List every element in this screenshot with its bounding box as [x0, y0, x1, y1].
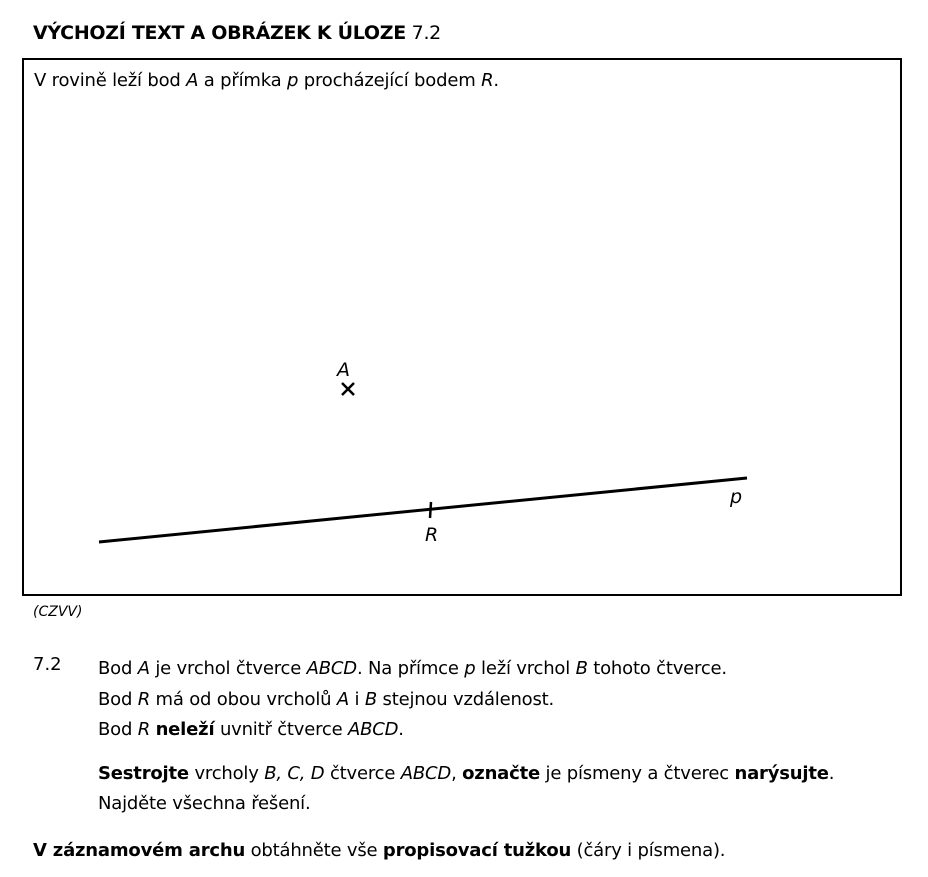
point-R-tick: [430, 502, 431, 518]
task-line-5: Najděte všechna řešení.: [98, 793, 311, 814]
figure-intro: V rovině leží bod A a přímka p procházející bodem R.: [34, 70, 499, 91]
point-A-label: A: [337, 359, 350, 381]
task-text: [98, 654, 834, 820]
source-note: (CZVV): [33, 604, 83, 620]
task-number: 7.2: [33, 654, 62, 675]
line-p-label: p: [730, 486, 743, 508]
point-A-mark: [342, 383, 354, 395]
footer-instruction: V záznamovém archu obtáhněte vše propisovací tužkou (čáry i písmena).: [33, 840, 726, 861]
section-heading-number: 7.2: [411, 22, 441, 44]
section-heading: [33, 22, 441, 44]
geometry-figure: [24, 60, 900, 594]
task-line-3: Bod R neleží uvnitř čtverce ABCD.: [98, 719, 404, 740]
figure-frame: [22, 58, 902, 596]
section-heading-title: VÝCHOZÍ TEXT A OBRÁZEK K ÚLOZE: [33, 22, 406, 44]
point-R-label: R: [425, 524, 439, 546]
line-p: [99, 478, 747, 542]
task-line-2: Bod R má od obou vrcholů A i B stejnou vzdálenost.: [98, 688, 555, 710]
task-line-1: Bod A je vrchol čtverce ABCD. Na přímce p leží vrchol B tohoto čtverce.: [98, 658, 727, 679]
task-line-4: Sestrojte vrcholy B, C, D čtverce ABCD, označte je písmeny a čtverec narýsujte.: [98, 762, 835, 784]
